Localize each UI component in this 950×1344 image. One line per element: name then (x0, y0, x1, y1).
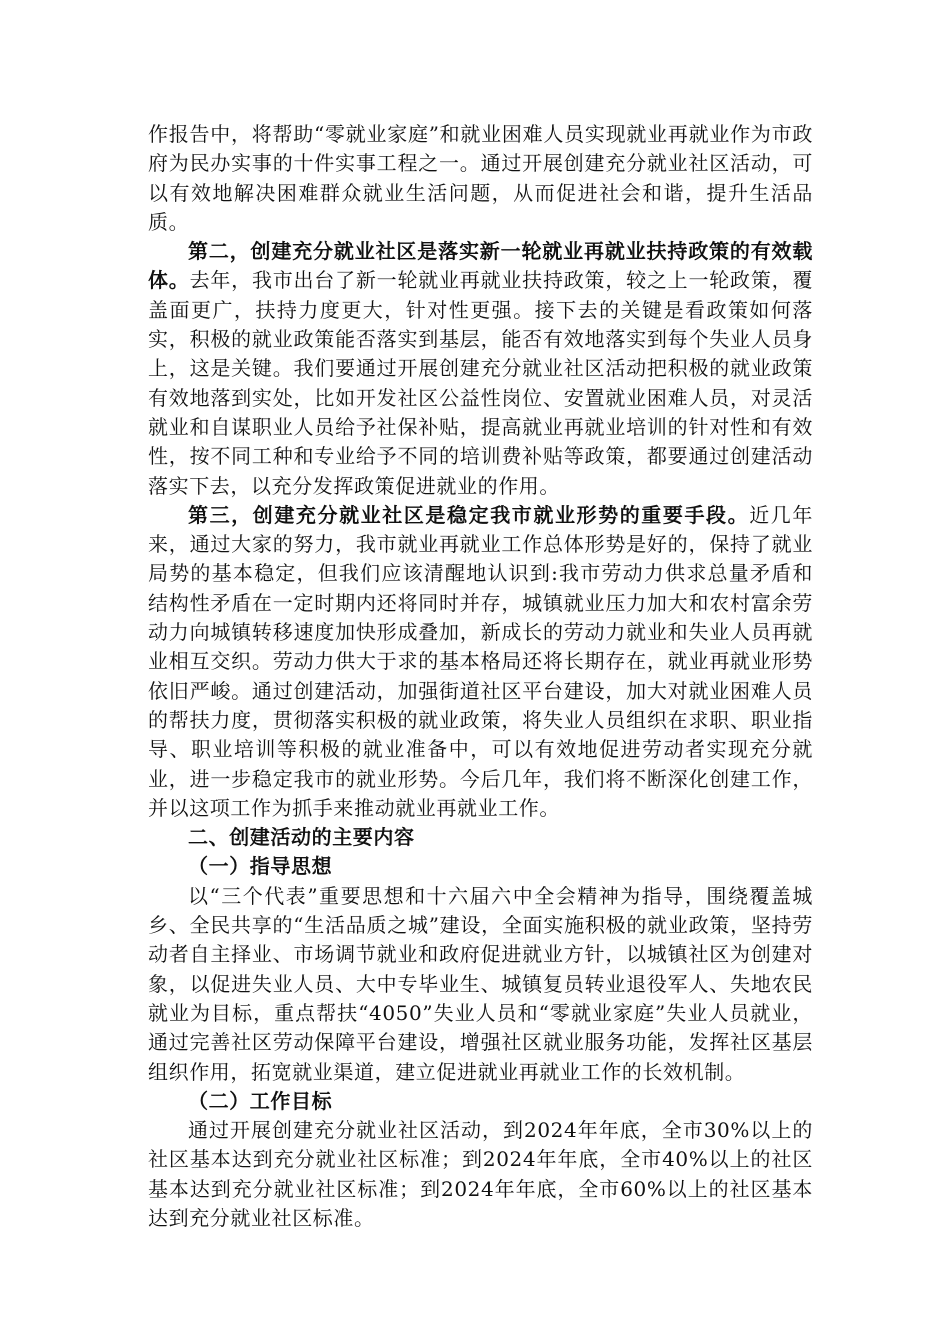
paragraph-work-goals: 通过开展创建充分就业社区活动，到2024年年底，全市30%以上的社区基本达到充分就业社区标准；到2024年年底，全市40%以上的社区基本达到充分就业社区标准；到2024年年底，全市60%以上的社区基本达到充分就业社区标准。 (148, 1118, 813, 1230)
section-heading-main-content: 二、创建活动的主要内容 (188, 825, 415, 850)
third-point-text: 近几年来，通过大家的努力，我市就业再就业工作总体形势是好的，保持了就业局势的基本稳定，但我们应该清醒地认识到:我市劳动力供求总量矛盾和结构性矛盾在一定时期内还将同时并存，城镇就业压力加大和农村富余劳动力向城镇转移速度加快形成叠加，新成长的劳动力就业和失业人员再就业相互交织。劳动力供大于求的基本格局还将长期存在，就业再就业形势依旧严峻。通过创建活动，加强街道社区平台建设，加大对就业困难人员的帮扶力度，贯彻落实积极的就业政策，将失业人员组织在求职、职业指导、职业培训等积极的就业准备中，可以有效地促进劳动者实现充分就业，进一步稳定我市的就业形势。今后几年，我们将不断深化创建工作，并以这项工作为抓手来推动就业再就业工作。 (148, 502, 813, 820)
subheading-work-goals: （二）工作目标 (188, 1088, 333, 1113)
subheading-guiding-ideology: （一）指导思想 (188, 854, 333, 879)
paragraph-third-point (148, 501, 813, 823)
document-body (148, 120, 813, 1233)
second-point-heading: 第二，创建充分就业社区是落实新一轮就业再就业扶持政策的有效载体。 (148, 239, 813, 293)
paragraph-guiding-ideology: 以“三个代表”重要思想和十六届六中全会精神为指导，围绕覆盖城乡、全民共享的“生活品质之城”建设，全面实施积极的就业政策，坚持劳动者自主择业、市场调节就业和政府促进就业方针，以城镇社区为创建对象，以促进失业人员、大中专毕业生、城镇复员转业退役军人、失地农民就业为目标，重点帮扶“4050”失业人员和“零就业家庭”失业人员就业，通过完善社区劳动保障平台建设，增强社区就业服务功能，发挥社区基层组织作用，拓宽就业渠道，建立促进就业再就业工作的长效机制。 (148, 883, 813, 1084)
second-point-text: 去年，我市出台了新一轮就业再就业扶持政策，较之上一轮政策，覆盖面更广，扶持力度更大，针对性更强。接下去的关键是看政策如何落实，积极的就业政策能否落实到基层，能否有效地落实到每个失业人员身上，这是关键。我们要通过开展创建充分就业社区活动把积极的就业政策有效地落到实处，比如开发社区公益性岗位、安置就业困难人员，对灵活就业和自谋职业人员给予社保补贴，提高就业再就业培训的针对性和有效性，按不同工种和专业给予不同的培训费补贴等政策，都要通过创建活动落实下去，以充分发挥政策促进就业的作用。 (148, 268, 814, 498)
third-point-heading: 第三，创建充分就业社区是稳定我市就业形势的重要手段。 (188, 502, 750, 527)
paragraph-second-point (148, 237, 813, 501)
paragraph-continuation: 作报告中，将帮助“零就业家庭”和就业困难人员实现就业再就业作为市政府为民办实事的十件实事工程之一。通过开展创建充分就业社区活动，可以有效地解决困难群众就业生活问题，从而促进社会和谐，提升生活品质。 (148, 122, 813, 234)
